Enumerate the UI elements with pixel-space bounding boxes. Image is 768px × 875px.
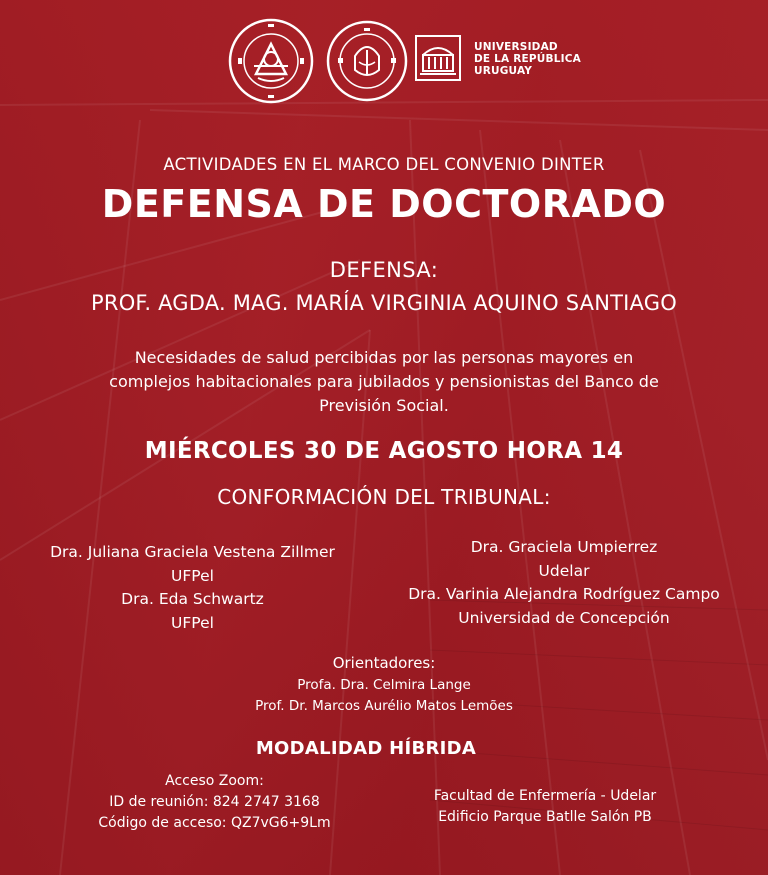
orientadores-heading: Orientadores: <box>332 654 436 672</box>
thesis-title <box>0 346 768 418</box>
orientadores-list <box>0 675 768 717</box>
tribunal-member: Dra. Eda Schwartz <box>121 590 264 608</box>
tribunal-member: Dra. Varinia Alejandra Rodríguez Campo <box>408 585 720 603</box>
logos-row <box>0 18 768 104</box>
udelar-line3: URUGUAY <box>474 65 533 77</box>
thesis-line-3: Previsión Social. <box>319 396 449 415</box>
event-title: DEFENSA DE DOCTORADO <box>101 182 667 226</box>
tribunal-institution: Universidad de Concepción <box>458 608 670 627</box>
udelar-building-icon <box>415 35 461 81</box>
zoom-label: Acceso Zoom: <box>165 773 264 789</box>
tribunal-institution: UFPel <box>171 566 214 585</box>
tribunal-member: Dra. Juliana Graciela Vestena Zillmer <box>50 543 335 561</box>
udelar-wordmark <box>474 41 581 77</box>
modalidad-heading: MODALIDAD HÍBRIDA <box>255 738 477 759</box>
orientador: Prof. Dr. Marcos Aurélio Matos Lemões <box>255 698 513 714</box>
candidate-name: PROF. AGDA. MAG. MARÍA VIRGINIA AQUINO SANTIAGO <box>91 291 677 315</box>
event-subtitle: ACTIVIDADES EN EL MARCO DEL CONVENIO DINTER <box>163 155 605 174</box>
orientador: Profa. Dra. Celmira Lange <box>297 677 471 693</box>
tribunal-heading: CONFORMACIÓN DEL TRIBUNAL: <box>217 485 551 509</box>
tribunal-member: Dra. Graciela Umpierrez <box>470 538 658 556</box>
ufpel-seal-icon <box>228 18 314 104</box>
udelar-line2: DE LA REPÚBLICA <box>474 53 581 65</box>
tribunal-institution: UFPel <box>171 613 214 632</box>
tribunal-institution: Udelar <box>538 561 590 580</box>
tribunal-left-column <box>20 541 365 635</box>
thesis-line-2: complejos habitacionales para jubilados y pensionistas del Banco de <box>109 372 659 391</box>
facultad-enfermeria-seal-icon <box>326 20 408 102</box>
event-date: MIÉRCOLES 30 DE AGOSTO HORA 14 <box>144 438 624 464</box>
thesis-line-1: Necesidades de salud percibidas por las personas mayores en <box>134 348 634 367</box>
zoom-access-info <box>72 771 357 834</box>
defensa-label: DEFENSA: <box>329 258 439 282</box>
zoom-meeting-id: ID de reunión: 824 2747 3168 <box>109 794 320 810</box>
tribunal-right-column <box>380 536 748 630</box>
zoom-passcode: Código de acceso: QZ7vG6+9Lm <box>98 815 331 831</box>
venue-info <box>405 786 685 828</box>
venue-line-1: Facultad de Enfermería - Udelar <box>433 788 657 804</box>
udelar-line1: UNIVERSIDAD <box>474 41 558 53</box>
venue-line-2: Edificio Parque Batlle Salón PB <box>438 809 652 825</box>
